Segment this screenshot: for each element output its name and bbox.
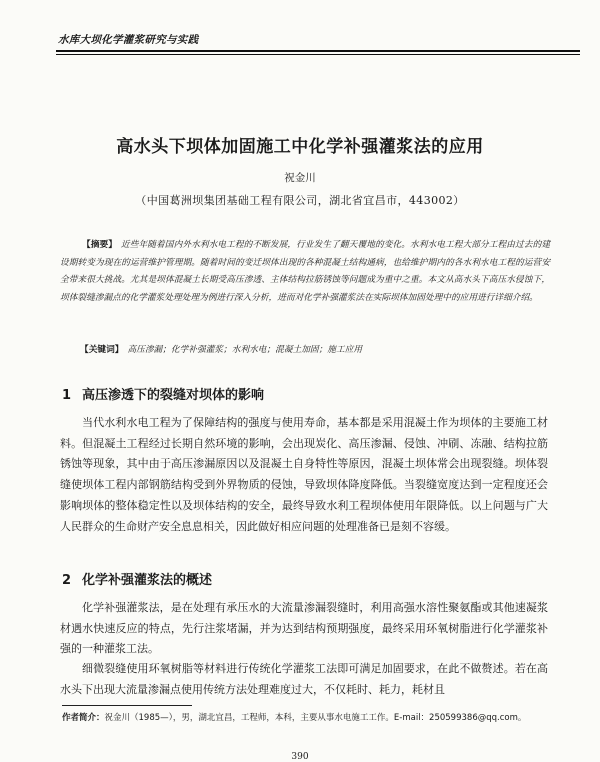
section-number: 1 xyxy=(62,388,72,403)
author-footnote xyxy=(62,710,552,727)
header-rule xyxy=(56,50,580,55)
author-affiliation: （中国葛洲坝集团基础工程有限公司，湖北省宜昌市，443002） xyxy=(135,194,465,207)
keywords xyxy=(80,343,550,355)
section-2-paragraph-1: 化学补强灌浆法，是在处理有承压水的大流量渗漏裂缝时，利用高强水溶性聚氨酯或其他速凝浆材遇水快速反应的特点，先行注浆堵漏，并为达到结构预期强度，最终采用环氧树脂进行化学灌浆补强的一种灌浆工法。 xyxy=(60,601,548,656)
section-number: 2 xyxy=(62,573,72,588)
keywords-label: 【关键词】 xyxy=(80,345,124,355)
footnote-text: 祝金川（1985—），男，湖北宜昌，工程师，本科，主要从事水电施工工作。E-mail：250599386@qq.com。 xyxy=(104,713,527,723)
section-title: 高压渗透下的裂缝对坝体的影响 xyxy=(82,388,265,403)
section-1-paragraph: 当代水利水电工程为了保障结构的强度与使用寿命，基本都是采用混凝土作为坝体的主要施工材料。但混凝土工程经过长期自然环境的影响，会出现炭化、高压渗漏、侵蚀、冲刷、冻融、结构拉筋锈蚀等现象，其中由于高压渗漏原因以及混凝土自身特性等原因，混凝土坝体常会出现裂缝。坝体裂缝使坝体工程内部钢筋结构受到外界物质的侵蚀，导致坝体降度降低。当裂缝宽度达到一定程度还会影响坝体的整体稳定性以及坝体结构的安全，最终导致水利工程坝体使用年限降低。以上问题与广大人民群众的生命财产安全息息相关，因此做好相应问题的处理准备已是刻不容缓。 xyxy=(60,416,548,533)
paper-title: 高水头下坝体加固施工中化学补强灌浆法的应用 xyxy=(116,137,484,157)
abstract xyxy=(60,237,550,307)
author-name: 祝金川 xyxy=(284,172,316,184)
section-2-heading xyxy=(62,569,212,588)
footnote-rule xyxy=(62,705,192,706)
footnote-label: 作者简介： xyxy=(62,713,105,723)
abstract-label: 【摘要】 xyxy=(82,240,118,250)
section-1-heading xyxy=(62,384,264,403)
page-number: 390 xyxy=(291,752,309,762)
section-title: 化学补强灌浆法的概述 xyxy=(82,573,213,588)
journal-header: 水库大坝化学灌浆研究与实践 xyxy=(58,34,199,46)
abstract-text: 近些年随着国内外水利水电工程的不断发展，行业发生了翻天覆地的变化。水利水电工程大部分工程由过去的建设期转变为现在的运营维护管理期。随着时间的变迁坝体出现的各种混凝土结构通病，也给维护期内的各水利水电工程的运营安全带来很大挑战。尤其是坝体混凝土长期受高压渗透、主体结构拉筋锈蚀等问题成为重中之重。本文从高水头下高压水侵蚀下，坝体裂缝渗漏点的化学灌浆处理处理为例进行深入分析，进而对化学补强灌浆法在实际坝体加固处理中的应用进行详细介绍。 xyxy=(60,240,551,303)
section-2-paragraph-2: 细微裂缝使用环氧树脂等材料进行传统化学灌浆工法即可满足加固要求，在此不做赘述。若在高水头下出现大流量渗漏点使用传统方法处理难度过大，不仅耗时、耗力，耗材且 xyxy=(60,662,548,696)
keywords-text: 高压渗漏；化学补强灌浆；水利水电；混凝土加固；施工应用 xyxy=(127,345,362,355)
